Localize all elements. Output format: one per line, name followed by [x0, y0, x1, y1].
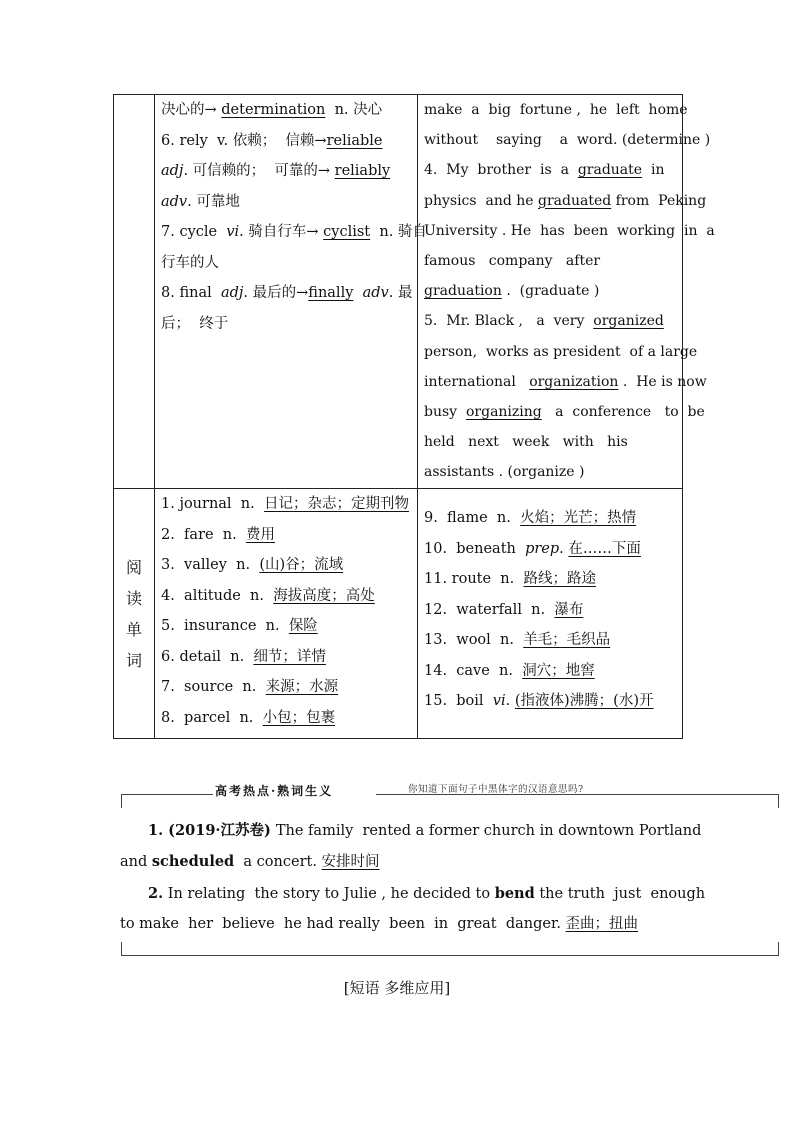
- answer-text: organized: [593, 313, 664, 330]
- text-run: famous company after: [424, 253, 601, 270]
- text-line: [418, 306, 682, 336]
- table-row: [114, 95, 683, 489]
- answer-text: determination: [221, 102, 326, 118]
- text-line: [155, 672, 417, 703]
- text-run: 5. Mr. Black , a very: [424, 313, 594, 330]
- answer-text: graduated: [538, 192, 612, 209]
- table-row: [114, 489, 683, 739]
- word-forms-cell: [155, 95, 427, 489]
- reading-words-right-cell: [418, 489, 683, 739]
- text-run: vi: [226, 224, 240, 240]
- text-run: 2.: [148, 885, 164, 902]
- text-line: [155, 581, 417, 612]
- text-run: 12. waterfall n.: [424, 601, 555, 618]
- word-forms-list: [155, 95, 427, 339]
- text-run: without saying a word. (determine ): [424, 132, 711, 149]
- text-run: and: [120, 854, 152, 870]
- text-run: the truth just enough: [534, 886, 706, 902]
- reading-words-label: [114, 489, 155, 739]
- text-run: 6. detail n.: [161, 648, 254, 665]
- text-run: in: [642, 162, 665, 179]
- text-run: 决心的→: [161, 102, 222, 118]
- vocabulary-table: [113, 94, 715, 739]
- text-line: [418, 564, 682, 595]
- answer-text: (山)谷；流域: [259, 557, 344, 573]
- text-run: 3. valley n.: [161, 557, 260, 573]
- text-run: [353, 285, 362, 301]
- text-line: [155, 126, 417, 157]
- answer-text: cyclist: [323, 224, 371, 240]
- text-run: University . He has been working in a: [424, 222, 715, 239]
- exercise-cell: [418, 95, 715, 489]
- text-run: from Peking: [611, 192, 707, 209]
- hot-topic-title: 高考热点·熟词生义: [215, 784, 334, 798]
- text-line: [418, 95, 688, 125]
- answer-text: 保险: [288, 618, 318, 634]
- text-run: adv: [161, 193, 188, 210]
- text-run: international: [424, 373, 530, 390]
- text-run: . 骑自行车→: [239, 224, 324, 240]
- text-run: person, works as president of a large: [424, 343, 698, 360]
- text-line: [418, 656, 682, 687]
- text-run: n. 决心: [325, 102, 383, 118]
- text-run: 11. route n.: [424, 571, 524, 587]
- label-char: 单: [125, 619, 142, 639]
- text-line: [155, 550, 417, 581]
- text-line: [155, 156, 417, 187]
- text-line: [418, 686, 682, 717]
- text-run: prep: [525, 540, 560, 557]
- text-run: 10. beneath: [424, 540, 526, 557]
- text-line: [155, 187, 417, 218]
- sentence-2-line-1: [148, 878, 706, 910]
- text-run: a concert.: [234, 854, 322, 870]
- text-line: [418, 595, 682, 626]
- text-line: [418, 186, 707, 216]
- answer-text: graduate: [577, 162, 643, 179]
- reading-words-label-text: [114, 489, 154, 738]
- text-run: make a big fortune , he left home: [424, 102, 688, 118]
- text-line: [418, 503, 682, 534]
- text-run: 14. cave n.: [424, 662, 523, 679]
- text-run: scheduled: [151, 853, 235, 870]
- exercise-list: [418, 95, 715, 488]
- answer-text: graduation: [424, 283, 502, 300]
- text-run: 7. cycle: [161, 224, 227, 240]
- text-line: [155, 642, 417, 673]
- text-line: [155, 611, 417, 642]
- text-line: [418, 216, 715, 246]
- text-run: The family rented a former church in downtown Portland: [275, 823, 702, 839]
- answer-text: 费用: [245, 526, 275, 543]
- text-run: 8. final: [161, 285, 221, 301]
- text-line: [155, 520, 417, 551]
- text-run: 8. parcel n.: [161, 709, 263, 726]
- text-line: [418, 625, 682, 656]
- text-run: adj: [220, 285, 244, 301]
- answer-text: 火焰；光芒；热情: [520, 510, 637, 526]
- answer-text: organizing: [465, 404, 542, 421]
- text-line: [155, 309, 417, 340]
- reading-words-left-cell: [155, 489, 418, 739]
- text-line: [418, 367, 707, 397]
- answer-text: reliable: [326, 132, 383, 149]
- text-line: [418, 276, 682, 306]
- text-run: 7. source n.: [161, 679, 266, 695]
- text-run: 13. wool n.: [424, 632, 524, 648]
- sentence-2-line-2: [120, 909, 675, 940]
- label-char: 词: [125, 650, 142, 670]
- answer-text: 细节；详情: [253, 648, 326, 665]
- text-line: [418, 457, 682, 487]
- text-run: adj: [161, 163, 184, 179]
- text-run: In relating the story to Julie , he decided to: [163, 886, 495, 902]
- text-run: adv: [362, 285, 389, 301]
- text-run: . (graduate ): [501, 283, 600, 300]
- text-run: .: [505, 693, 515, 709]
- text-line: [155, 703, 417, 734]
- text-line: [418, 397, 705, 427]
- text-line: [155, 248, 417, 279]
- answer-text: 安排时间: [321, 854, 380, 870]
- text-run: . 可靠地: [187, 193, 240, 210]
- text-run: 1. (2019·江苏卷): [148, 822, 276, 839]
- text-run: 15. boil: [424, 693, 493, 709]
- section-heading: [短语 多维应用]: [343, 979, 451, 997]
- sentence-1-line-2: [120, 846, 675, 878]
- text-run: . 最后的→: [243, 285, 309, 301]
- answer-text: reliably: [334, 163, 391, 179]
- answer-text: 羊毛；毛织品: [523, 632, 611, 648]
- answer-text: 路线；路途: [523, 571, 596, 587]
- answer-text: (指液体)沸腾；(水)开: [514, 693, 654, 709]
- answer-text: 来源；水源: [265, 679, 339, 695]
- empty-label-cell: [114, 95, 155, 489]
- text-run: n. 骑自: [370, 224, 427, 240]
- text-run: 6. rely v. 依赖； 信赖→: [161, 132, 327, 149]
- answer-text: organization: [529, 373, 619, 390]
- answer-text: 小包；包裹: [262, 709, 336, 726]
- text-run: 1. journal n.: [161, 496, 264, 512]
- reading-words-right-list: [418, 489, 682, 717]
- text-line: [418, 155, 682, 185]
- text-run: 4. My brother is a: [424, 162, 578, 179]
- text-run: bend: [494, 885, 535, 902]
- text-run: vi: [492, 693, 506, 709]
- answer-text: 海拔高度；高处: [273, 587, 375, 604]
- text-line: [155, 489, 417, 520]
- answer-text: finally: [308, 285, 354, 301]
- text-run: physics and he: [424, 192, 539, 209]
- text-run: . 最: [388, 285, 413, 301]
- text-line: [155, 95, 417, 126]
- text-run: . 可信赖的； 可靠的→: [183, 163, 335, 179]
- text-line: [418, 246, 682, 276]
- text-line: [418, 125, 711, 155]
- text-run: 9. flame n.: [424, 510, 521, 526]
- sentence-1-line-1: [148, 815, 702, 847]
- text-run: 后； 终于: [161, 315, 229, 332]
- label-char: 读: [125, 588, 142, 608]
- text-run: a conference to be: [541, 404, 705, 421]
- text-run: .: [559, 540, 569, 557]
- label-char: 阅: [125, 557, 142, 577]
- answer-text: 洞穴；地窖: [522, 662, 595, 679]
- hot-topic-subtitle: 你知道下面句子中黑体字的汉语意思吗?: [408, 784, 584, 795]
- text-run: 5. insurance n.: [161, 618, 289, 634]
- text-run: busy: [424, 404, 466, 421]
- text-run: . He is now: [618, 373, 707, 390]
- answer-text: 在……下面: [568, 540, 641, 557]
- text-line: [155, 278, 417, 309]
- answer-text: 瀑布: [554, 601, 584, 618]
- text-line: [155, 217, 427, 248]
- text-run: held next week with his: [424, 434, 628, 451]
- text-line: [418, 337, 698, 367]
- answer-text: 歪曲；扭曲: [565, 916, 639, 932]
- answer-text: 日记；杂志；定期刊物: [263, 496, 409, 512]
- reading-words-left-list: [155, 489, 417, 733]
- text-run: assistants . (organize ): [424, 464, 585, 481]
- text-run: 行车的人: [161, 254, 219, 271]
- text-run: to make her believe he had really been in great danger.: [120, 916, 566, 932]
- text-line: [418, 427, 682, 457]
- text-run: 2. fare n.: [161, 526, 246, 543]
- text-line: [418, 534, 682, 565]
- text-run: 4. altitude n.: [161, 587, 274, 604]
